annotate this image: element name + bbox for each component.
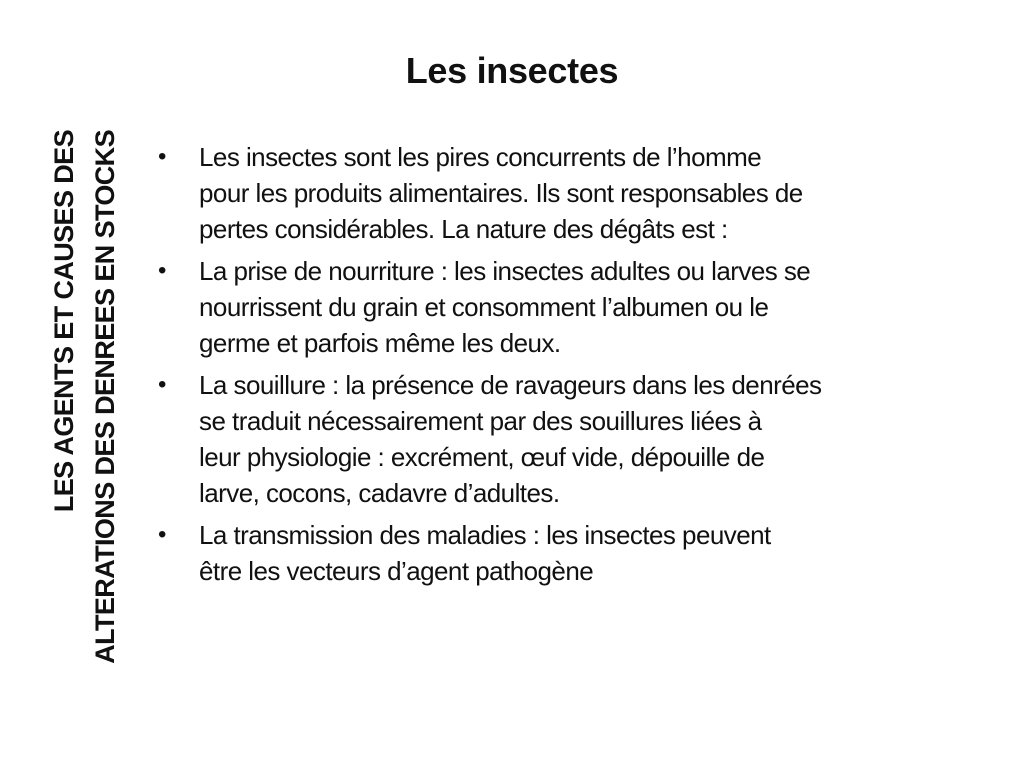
bullet-4-line-2: être les vecteurs d’agent pathogène xyxy=(199,556,594,586)
bullet-1-line-1: Les insectes sont les pires concurrents de l’homme xyxy=(199,142,762,172)
bullet-marker: • xyxy=(158,521,166,548)
bullet-marker: • xyxy=(158,143,166,170)
bullet-2-line-2: nourrissent du grain et consomment l’albumen ou le xyxy=(199,292,769,322)
bullet-3-line-3: leur physiologie : excrément, œuf vide, dépouille de xyxy=(199,442,765,472)
bullet-1-line-3: pertes considérables. La nature des dégâts est : xyxy=(199,214,728,244)
side-title-text xyxy=(44,130,126,682)
bullet-2-line-1: La prise de nourriture : les insectes adultes ou larves se xyxy=(199,256,811,286)
side-title-line-1: LES AGENTS ET CAUSES DES xyxy=(49,130,79,513)
side-title xyxy=(44,130,126,682)
bullet-item-3 xyxy=(158,367,978,511)
bullet-2-line-3: germe et parfois même les deux. xyxy=(199,328,561,358)
side-title-line-2: ALTERATIONS DES DENREES EN STOCKS xyxy=(90,130,120,664)
bullet-4-line-1: La transmission des maladies : les insectes peuvent xyxy=(199,520,771,550)
bullet-list xyxy=(158,139,978,595)
bullet-1-line-2: pour les produits alimentaires. Ils sont responsables de xyxy=(199,178,803,208)
bullet-item-1 xyxy=(158,139,978,247)
bullet-item-2 xyxy=(158,253,978,361)
bullet-item-4 xyxy=(158,517,978,589)
bullet-3-line-2: se traduit nécessairement par des souillures liées à xyxy=(199,406,762,436)
bullet-marker: • xyxy=(158,257,166,284)
bullet-3-line-1: La souillure : la présence de ravageurs dans les denrées xyxy=(199,370,822,400)
bullet-3-line-4: larve, cocons, cadavre d’adultes. xyxy=(199,478,560,508)
bullet-marker: • xyxy=(158,371,166,398)
slide-title: Les insectes xyxy=(405,50,619,91)
